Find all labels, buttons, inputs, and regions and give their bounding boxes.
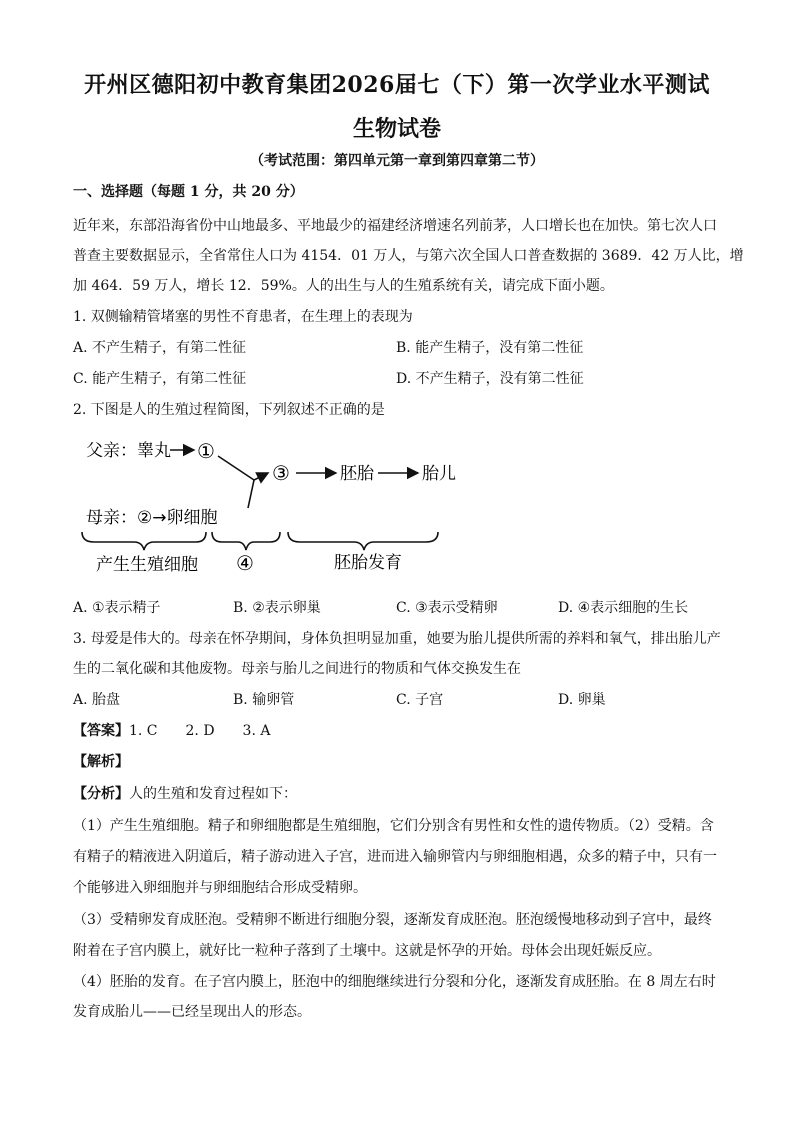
brace-produce-cells bbox=[82, 532, 206, 550]
brace-embryo-dev bbox=[288, 532, 438, 550]
q1-stem: 1. 双侧输精管堵塞的男性不育患者，在生理上的表现为 bbox=[73, 309, 413, 325]
diagram-mother: 母亲：②→卵细胞 bbox=[86, 508, 218, 528]
answer-line bbox=[73, 721, 270, 741]
answer-text: 1. C 2. D 3. A bbox=[129, 723, 271, 739]
fenxi-label: 【分析】 bbox=[73, 786, 129, 802]
diagram-node-3: ③ bbox=[272, 461, 290, 485]
line-1-to-3 bbox=[218, 456, 254, 480]
exam-scope: （考试范围：第四单元第一章到第四章第二节） bbox=[250, 153, 544, 169]
q2-option-b: B. ②表示卵巢 bbox=[233, 600, 321, 616]
q3-option-a: A. 胎盘 bbox=[73, 692, 121, 708]
line-egg-to-3 bbox=[248, 480, 254, 508]
q3-option-c: C. 子宫 bbox=[396, 692, 444, 708]
diagram-father: 父亲：睾丸 bbox=[86, 441, 171, 461]
explain-line-6: （4）胚胎的发育。在子宫内膜上，胚泡中的细胞继续进行分裂和分化，逐渐发育成胚胎。在 8 周左右时 bbox=[73, 974, 716, 990]
passage-line-2: 普查主要数据显示，全省常住人口为 4154．01 万人，与第六次全国人口普查数据的 3689．42 万人比，增 bbox=[73, 248, 744, 264]
q3-stem-line-2: 生的二氧化碳和其他废物。母亲与胎儿之间进行的物质和气体交换发生在 bbox=[73, 661, 521, 677]
section-heading: 一、选择题（每题 1 分，共 20 分） bbox=[73, 184, 304, 200]
q3-option-d: D. 卵巢 bbox=[558, 692, 606, 708]
diagram-fetus: 胎儿 bbox=[422, 464, 456, 484]
q2-stem: 2. 下图是人的生殖过程简图，下列叙述不正确的是 bbox=[73, 402, 385, 418]
diagram-produce-cells: 产生生殖细胞 bbox=[96, 555, 198, 575]
explain-line-3: 个能够进入卵细胞并与卵细胞结合形成受精卵。 bbox=[73, 880, 367, 896]
q1-option-a: A. 不产生精子，有第二性征 bbox=[73, 340, 247, 356]
q2-option-a: A. ①表示精子 bbox=[73, 600, 161, 616]
q2-option-d: D. ④表示细胞的生长 bbox=[558, 600, 689, 616]
explain-line-7: 发育成胎儿——已经呈现出人的形态。 bbox=[73, 1004, 311, 1020]
reproduction-diagram bbox=[78, 428, 478, 584]
q1-option-b: B. 能产生精子，没有第二性征 bbox=[396, 340, 584, 356]
passage-line-3: 加 464．59 万人，增长 12．59%。人的出生与人的生殖系统有关，请完成下面小题。 bbox=[73, 278, 614, 294]
explain-line-2: 有精子的精液进入阴道后，精子游动进入子宫，进而进入输卵管内与卵细胞相遇，众多的精子中，只有一 bbox=[73, 849, 717, 865]
analysis-label: 【解析】 bbox=[73, 754, 129, 770]
passage-line-1: 近年来，东部沿海省份中山地最多、平地最少的福建经济增速名列前茅，人口增长也在加快。第七次人口 bbox=[73, 218, 717, 234]
explain-line-5: 附着在子宫内膜上，就好比一粒种子落到了土壤中。这就是怀孕的开始。母体会出现妊娠反应。 bbox=[73, 943, 661, 959]
diagram-embryo-dev: 胚胎发育 bbox=[334, 553, 402, 573]
answer-label: 【答案】 bbox=[73, 723, 129, 739]
q3-stem-line-1: 3. 母爱是伟大的。母亲在怀孕期间，身体负担明显加重，她要为胎儿提供所需的养料和氧气，排出胎儿产 bbox=[73, 631, 721, 647]
explain-line-1: （1）产生生殖细胞。精子和卵细胞都是生殖细胞，它们分别含有男性和女性的遗传物质。（2）受精。含 bbox=[73, 818, 714, 834]
explain-line-4: （3）受精卵发育成胚泡。受精卵不断进行细胞分裂，逐渐发育成胚泡。胚泡缓慢地移动到子宫中，最终 bbox=[73, 912, 712, 928]
diagram-node-1: ① bbox=[197, 439, 215, 463]
fenxi-line bbox=[73, 784, 297, 804]
diagram-node-4: ④ bbox=[236, 551, 254, 575]
q1-option-d: D. 不产生精子，没有第二性征 bbox=[396, 371, 584, 387]
brace-node-4 bbox=[212, 532, 280, 550]
q3-option-b: B. 输卵管 bbox=[233, 692, 295, 708]
diagram-embryo: 胚胎 bbox=[340, 464, 374, 484]
q1-option-c: C. 能产生精子，有第二性征 bbox=[73, 371, 247, 387]
q2-option-c: C. ③表示受精卵 bbox=[396, 600, 498, 616]
fenxi-text: 人的生殖和发育过程如下： bbox=[129, 786, 297, 802]
exam-title: 开州区德阳初中教育集团2026届七（下）第一次学业水平测试 bbox=[84, 72, 710, 98]
arrow-to-3 bbox=[254, 473, 268, 480]
exam-subtitle: 生物试卷 bbox=[352, 116, 441, 142]
